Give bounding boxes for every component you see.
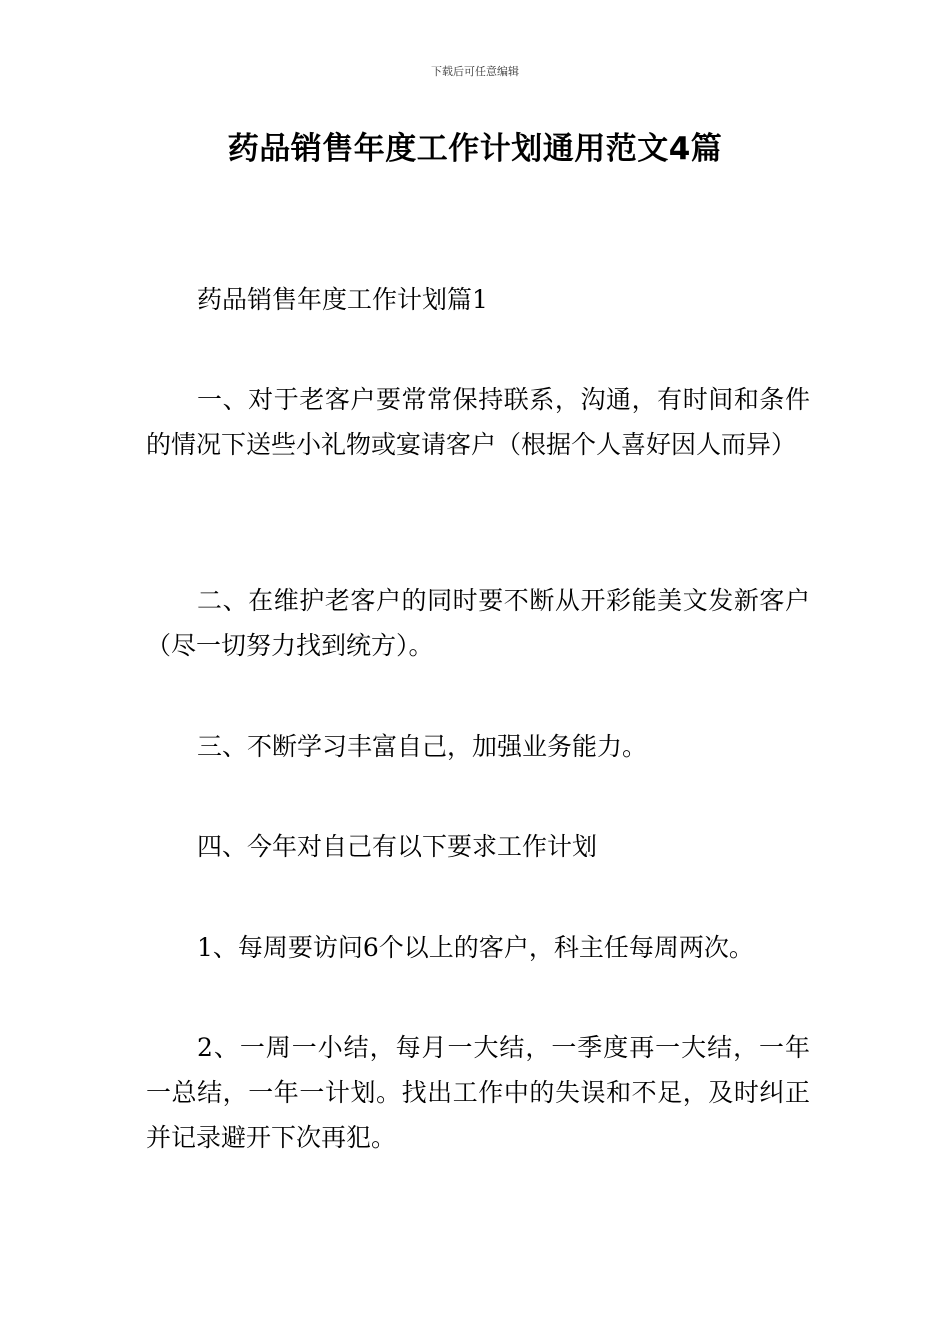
document-title: 药品销售年度工作计划通用范文4篇 [227,131,723,167]
paragraph-2: 二、在维护老客户的同时要不断从开彩能美文发新客户（尽一切努力找到统方）。 [146,586,810,660]
paragraph-5: 1、每周要访问6个以上的客户，科主任每周两次。 [197,933,754,962]
paragraph-4: 四、今年对自己有以下要求工作计划 [197,832,598,861]
section-heading: 药品销售年度工作计划篇1 [197,285,488,314]
header-note: 下载后可任意编辑 [431,65,519,78]
paragraph-6: 2、一周一小结，每月一大结，一季度再一大结，一年一总结，一年一计划。找出工作中的失误和不足，及时纠正并记录避开下次再犯。 [146,1033,810,1152]
paragraph-1: 一、对于老客户要常常保持联系，沟通，有时间和条件的情况下送些小礼物或宴请客户（根据个人喜好因人而异） [146,385,810,459]
paragraph-3: 三、不断学习丰富自己，加强业务能力。 [197,732,648,761]
